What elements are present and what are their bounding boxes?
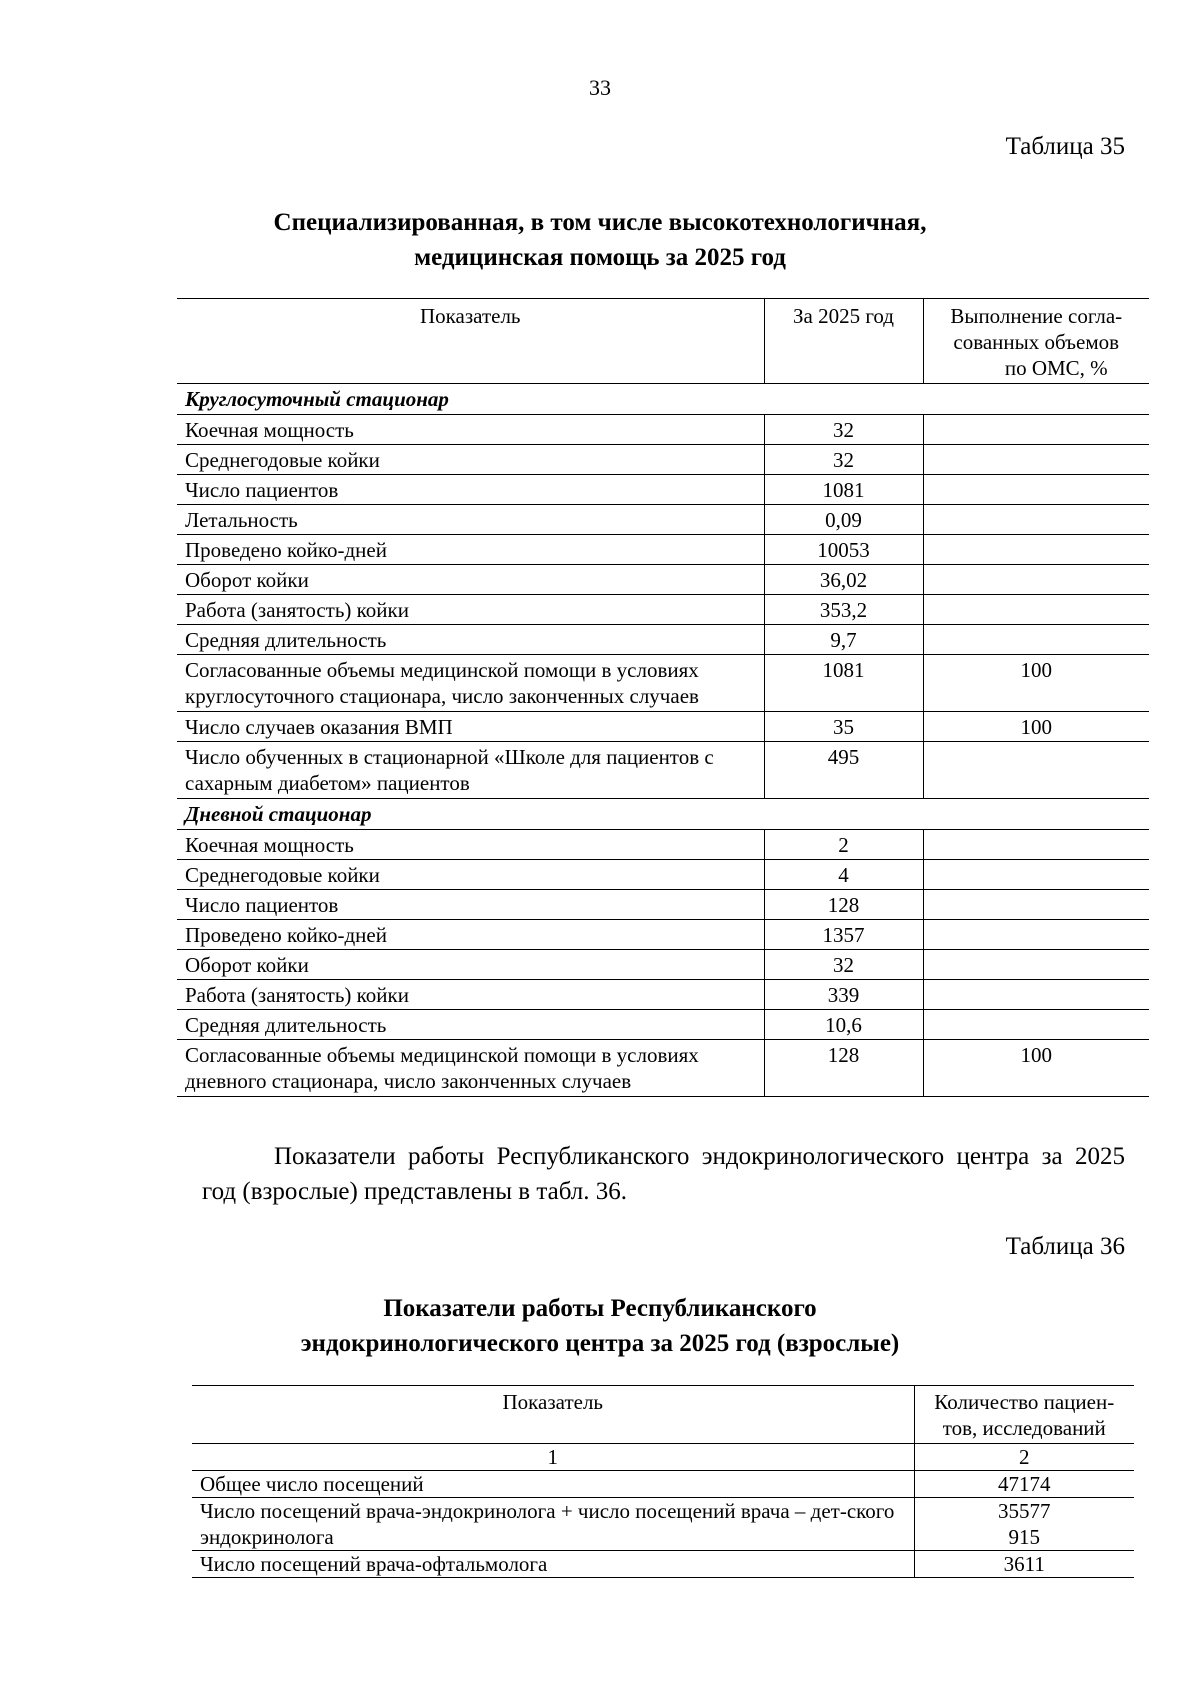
table-35-header-indicator: Показатель <box>177 299 764 384</box>
table-row <box>177 1040 1149 1097</box>
row-label: Среднегодовые койки <box>177 860 764 890</box>
table-35-header-year: За 2025 год <box>764 299 923 384</box>
row-value: 1081 <box>764 655 923 712</box>
table-36-title <box>150 1291 1050 1361</box>
row-value: 36,02 <box>764 565 923 595</box>
table-row <box>177 890 1149 920</box>
table-35-title-line1: Специализированная, в том числе высокотехнологичная, <box>273 209 927 236</box>
table-row <box>177 980 1149 1010</box>
column-number: 1 <box>192 1444 914 1471</box>
table-35-body <box>177 384 1149 1097</box>
column-number-row <box>192 1444 1134 1471</box>
row-value: 128 <box>764 1040 923 1097</box>
table-36-header-row <box>192 1386 1134 1444</box>
row-label: Коечная мощность <box>177 830 764 860</box>
page-number: 33 <box>589 75 611 100</box>
row-value: 47174 <box>914 1471 1134 1498</box>
row-label: Общее число посещений <box>192 1471 914 1498</box>
row-label: Число обученных в стационарной «Школе для пациентов с сахарным диабетом» пациентов <box>177 742 764 799</box>
row-value: 1081 <box>764 475 923 505</box>
table-row <box>177 625 1149 655</box>
table-36-header-indicator: Показатель <box>192 1386 914 1444</box>
row-value: 32 <box>764 950 923 980</box>
row-label: Число случаев оказания ВМП <box>177 712 764 742</box>
section-title: Дневной стационар <box>177 799 1149 830</box>
row-label: Коечная мощность <box>177 415 764 445</box>
table-36-header-count: Количество пациен- тов, исследований <box>914 1386 1134 1444</box>
row-label: Согласованные объемы медицинской помощи в условиях дневного стационара, число законченных случаев <box>177 1040 764 1097</box>
row-value: 32 <box>764 415 923 445</box>
table-row <box>177 535 1149 565</box>
row-value: 128 <box>764 890 923 920</box>
row-value: 10053 <box>764 535 923 565</box>
row-percent: 100 <box>923 1040 1149 1097</box>
section-title: Круглосуточный стационар <box>177 384 1149 415</box>
row-value: 0,09 <box>764 505 923 535</box>
row-label: Средняя длительность <box>177 625 764 655</box>
table-row <box>177 445 1149 475</box>
row-value: 35 <box>764 712 923 742</box>
table-row <box>177 415 1149 445</box>
row-label: Оборот койки <box>177 950 764 980</box>
row-percent <box>923 475 1149 505</box>
table-row <box>177 505 1149 535</box>
table-35-title-line2: медицинская помощь за 2025 год <box>414 244 786 271</box>
table-row <box>192 1498 1134 1551</box>
table-36 <box>192 1385 1134 1578</box>
table-35-header-row <box>177 299 1149 384</box>
table-row <box>192 1551 1134 1578</box>
row-value: 10,6 <box>764 1010 923 1040</box>
row-label: Работа (занятость) койки <box>177 980 764 1010</box>
table-row <box>177 1010 1149 1040</box>
row-value: 4 <box>764 860 923 890</box>
row-label: Летальность <box>177 505 764 535</box>
row-value: 9,7 <box>764 625 923 655</box>
row-percent: 100 <box>923 712 1149 742</box>
table-section-row <box>177 799 1149 830</box>
row-value: 495 <box>764 742 923 799</box>
column-number: 2 <box>914 1444 1134 1471</box>
row-label: Согласованные объемы медицинской помощи в условиях круглосуточного стационара, число законченных случаев <box>177 655 764 712</box>
table-35-label: Таблица 35 <box>1005 133 1125 160</box>
row-percent <box>923 1010 1149 1040</box>
row-percent <box>923 950 1149 980</box>
table-row <box>192 1471 1134 1498</box>
row-percent <box>923 505 1149 535</box>
table-row <box>177 475 1149 505</box>
row-label: Проведено койко-дней <box>177 535 764 565</box>
row-percent: 100 <box>923 655 1149 712</box>
table-35-title <box>150 205 1050 275</box>
row-percent <box>923 890 1149 920</box>
table-row <box>177 655 1149 712</box>
table-row <box>177 712 1149 742</box>
table-row <box>177 595 1149 625</box>
row-percent <box>923 535 1149 565</box>
table-36-title-line1: Показатели работы Республиканского <box>383 1295 817 1322</box>
row-percent <box>923 595 1149 625</box>
table-36-title-line2: эндокринологического центра за 2025 год (взрослые) <box>300 1330 900 1357</box>
row-percent <box>923 980 1149 1010</box>
row-percent <box>923 860 1149 890</box>
row-value: 339 <box>764 980 923 1010</box>
row-percent <box>923 445 1149 475</box>
table-35-header-percent: Выполнение согла- сованных объемов по ОМС, % <box>923 299 1149 384</box>
row-percent <box>923 920 1149 950</box>
row-percent <box>923 565 1149 595</box>
table-row <box>177 860 1149 890</box>
row-value: 1357 <box>764 920 923 950</box>
row-value: 353,2 <box>764 595 923 625</box>
body-paragraph: Показатели работы Республиканского эндокринологического центра за 2025 год (взрослые) представлены в табл. 36. <box>202 1143 1125 1205</box>
row-label: Оборот койки <box>177 565 764 595</box>
row-percent <box>923 415 1149 445</box>
row-value: 35577 915 <box>914 1498 1134 1551</box>
table-row <box>177 950 1149 980</box>
row-label: Работа (занятость) койки <box>177 595 764 625</box>
row-label: Число посещений врача-эндокринолога + число посещений врача – дет-ского эндокринолога <box>192 1498 914 1551</box>
table-row <box>177 830 1149 860</box>
row-label: Число пациентов <box>177 475 764 505</box>
row-value: 2 <box>764 830 923 860</box>
row-percent <box>923 830 1149 860</box>
table-36-label: Таблица 36 <box>1005 1233 1125 1260</box>
row-value: 32 <box>764 445 923 475</box>
table-section-row <box>177 384 1149 415</box>
row-label: Число пациентов <box>177 890 764 920</box>
row-percent <box>923 625 1149 655</box>
row-label: Среднегодовые койки <box>177 445 764 475</box>
row-label: Средняя длительность <box>177 1010 764 1040</box>
row-percent <box>923 742 1149 799</box>
table-36-body <box>192 1444 1134 1578</box>
table-row <box>177 920 1149 950</box>
table-row <box>177 742 1149 799</box>
table-35 <box>177 298 1149 1097</box>
row-value: 3611 <box>914 1551 1134 1578</box>
row-label: Число посещений врача-офтальмолога <box>192 1551 914 1578</box>
row-label: Проведено койко-дней <box>177 920 764 950</box>
table-row <box>177 565 1149 595</box>
